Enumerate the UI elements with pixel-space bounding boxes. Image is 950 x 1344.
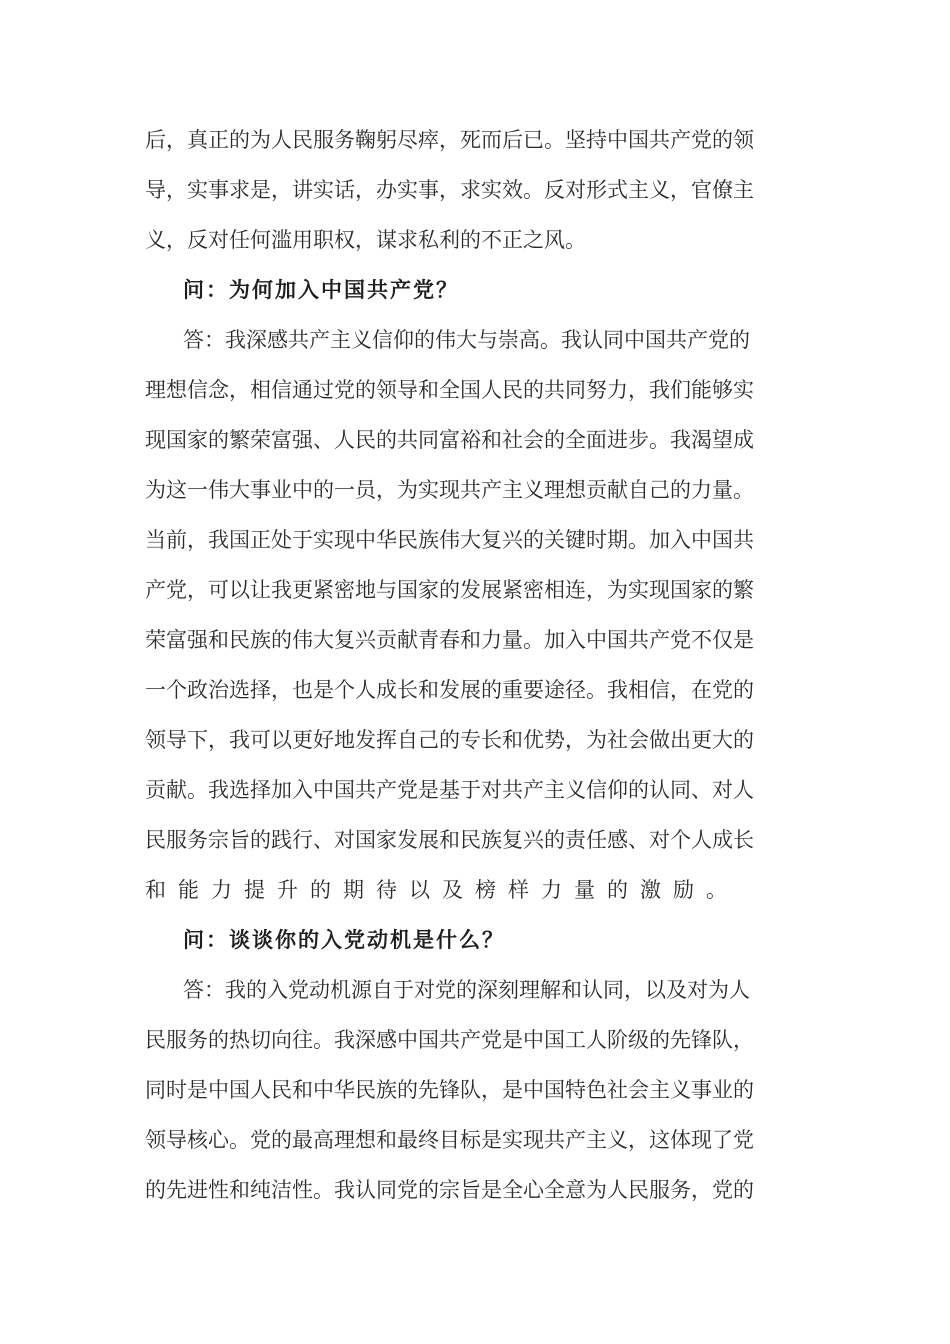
text-line: 后，真正的为人民服务鞠躬尽瘁，死而后已。坚持中国共产党的领 <box>145 128 754 152</box>
answer-line: 荣富强和民族的伟大复兴贡献青春和力量。加入中国共产党不仅是 <box>145 628 754 652</box>
question-heading: 问：谈谈你的入党动机是什么？ <box>183 928 505 952</box>
answer-line: 民服务的热切向往。我深感中国共产党是中国工人阶级的先锋队， <box>145 1028 754 1052</box>
answer-line: 和能力提升的期待以及榜样力量的激励。 <box>145 878 739 902</box>
answer-line: 产党，可以让我更紧密地与国家的发展紧密相连，为实现国家的繁 <box>145 578 754 602</box>
answer-line: 领导下，我可以更好地发挥自己的专长和优势，为社会做出更大的 <box>145 728 754 752</box>
answer-line: 为这一伟大事业中的一员，为实现共产主义理想贡献自己的力量。 <box>145 478 754 502</box>
answer-line: 一个政治选择，也是个人成长和发展的重要途径。我相信，在党的 <box>145 678 754 702</box>
answer-line: 领导核心。党的最高理想和最终目标是实现共产主义，这体现了党 <box>145 1128 754 1152</box>
answer-line: 民服务宗旨的践行、对国家发展和民族复兴的责任感、对个人成长 <box>145 828 754 852</box>
question-heading: 问：为何加入中国共产党？ <box>183 278 459 302</box>
document-page <box>145 115 807 1215</box>
text-line: 导，实事求是，讲实话，办实事，求实效。反对形式主义，官僚主 <box>145 178 754 202</box>
answer-line: 答：我深感共产主义信仰的伟大与崇高。我认同中国共产党的 <box>183 328 750 352</box>
answer-line: 当前，我国正处于实现中华民族伟大复兴的关键时期。加入中国共 <box>145 528 754 552</box>
answer-line: 贡献。我选择加入中国共产党是基于对共产主义信仰的认同、对人 <box>145 778 754 802</box>
answer-line: 现国家的繁荣富强、人民的共同富裕和社会的全面进步。我渴望成 <box>145 428 754 452</box>
answer-line: 同时是中国人民和中华民族的先锋队，是中国特色社会主义事业的 <box>145 1078 754 1102</box>
answer-line: 理想信念，相信通过党的领导和全国人民的共同努力，我们能够实 <box>145 378 754 402</box>
text-line: 义，反对任何滥用职权，谋求私利的不正之风。 <box>145 228 586 252</box>
answer-line: 答：我的入党动机源自于对党的深刻理解和认同，以及对为人 <box>183 978 750 1002</box>
answer-line: 的先进性和纯洁性。我认同党的宗旨是全心全意为人民服务，党的 <box>145 1178 754 1202</box>
